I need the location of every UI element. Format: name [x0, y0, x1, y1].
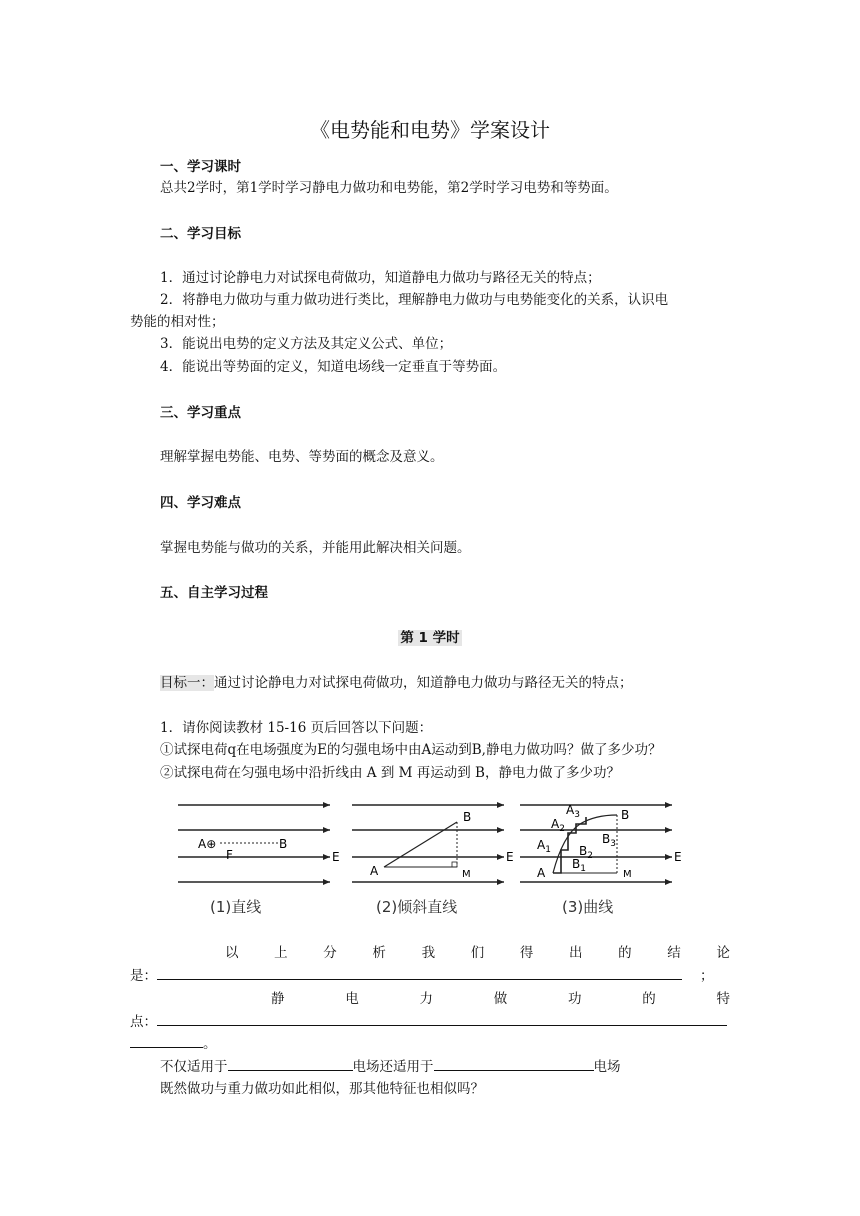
conclusion-prefix: 是： [130, 968, 157, 984]
conclusion-char: 上 [274, 945, 288, 961]
panel3-b1-label: $B_1$ [572, 857, 586, 874]
heading-objectives: 二、学习目标 [160, 226, 241, 242]
difficulties-text: 掌握电势能与做功的关系，并能用此解决相关问题。 [160, 540, 471, 556]
panel2-a-label: A [370, 864, 379, 878]
conclusion-blank[interactable] [157, 966, 682, 980]
conclusion-semicolon: ； [700, 968, 714, 984]
conclusion-char: 的 [618, 945, 632, 961]
panel-straight-line [178, 805, 340, 916]
goal-label: 目标一： [160, 675, 214, 691]
field-blank-1[interactable] [228, 1057, 353, 1071]
panel1-b-label: B [279, 837, 288, 851]
panel3-a3-label: $A_3$ [566, 803, 580, 820]
class-hours-text: 总共2学时，第1学时学习静电力做功和电势能，第2学时学习电势和等势面。 [160, 180, 618, 196]
question-2: ②试探电荷在匀强电场中沿折线由 A 到 M 再运动到 B，静电力做了多少功？ [160, 765, 620, 781]
panel3-b-label: B [621, 808, 630, 822]
final-question: 既然做功与重力做功如此相似，那其他特征也相似吗？ [160, 1081, 484, 1097]
panel3-a-label: A [537, 866, 546, 880]
electric-field-figure [170, 795, 690, 925]
feature-blank-cont[interactable] [130, 1034, 203, 1048]
page-title: 《电势能和电势》学案设计 [310, 118, 550, 142]
conclusion-char: 以 [225, 945, 239, 961]
feature-line-2 [130, 1010, 727, 1030]
feature-char: 做 [493, 991, 508, 1007]
feature-line-3 [130, 1032, 217, 1052]
key-points-text: 理解掌握电势能、电势、等势面的概念及意义。 [160, 449, 444, 465]
heading-self-study: 五、自主学习过程 [160, 585, 268, 601]
objective-2-cont: 势能的相对性； [130, 314, 225, 330]
conclusion-char: 得 [519, 945, 534, 961]
objective-3: 3．能说出电势的定义方法及其定义公式、单位； [160, 336, 453, 352]
question-1: ①试探电荷q在电场强度为E的匀强电场中由A运动到B,静电力做功吗？做了多少功？ [160, 742, 662, 758]
panel-curve [520, 803, 682, 916]
conclusion-char: 分 [323, 945, 337, 961]
feature-prefix: 点： [130, 1014, 157, 1030]
applicability-text-c: 电场 [593, 1059, 621, 1075]
field-blank-2[interactable] [434, 1057, 594, 1071]
conclusion-char: 我 [421, 945, 436, 961]
panel1-e-label: E [332, 850, 340, 864]
heading-difficulties: 四、学习难点 [160, 495, 241, 511]
feature-line-1 [271, 987, 730, 1007]
panel1-charge-label: A⊕ [198, 837, 217, 851]
conclusion-char: 出 [568, 945, 583, 961]
feature-blank[interactable] [157, 1012, 727, 1026]
heading-key-points: 三、学习重点 [160, 405, 241, 421]
conclusion-char: 析 [372, 945, 386, 961]
heading-class-hours: 一、学习课时 [160, 159, 241, 175]
feature-period: 。 [203, 1036, 217, 1052]
objective-1: 1．通过讨论静电力对试探电荷做功，知道静电力做功与路径无关的特点； [160, 270, 601, 286]
panel3-m-label: M [623, 869, 632, 880]
conclusion-char: 论 [716, 945, 730, 961]
panel2-caption: (2)倾斜直线 [376, 898, 458, 916]
feature-char: 功 [568, 991, 582, 1007]
objective-2: 2．将静电力做功与重力做功进行类比，理解静电力做功与电势能变化的关系，认识电 [160, 292, 669, 308]
applicability-text-b: 电场还适用于 [352, 1059, 434, 1075]
feature-char: 电 [345, 991, 359, 1007]
lesson-label: 第 1 学时 [400, 630, 460, 646]
conclusion-line-1 [225, 941, 730, 961]
panel3-e-label: E [674, 850, 682, 864]
panel3-a1-label: $A_1$ [537, 838, 551, 855]
conclusion-char: 们 [470, 945, 485, 961]
feature-char: 力 [419, 991, 433, 1007]
panel3-b3-label: $B_3$ [602, 832, 616, 849]
conclusion-char: 结 [667, 945, 681, 961]
goal-text: 通过讨论静电力对试探电荷做功，知道静电力做功与路径无关的特点； [214, 675, 633, 691]
panel3-a2-label: $A_2$ [551, 817, 565, 834]
feature-char: 的 [642, 991, 656, 1007]
panel3-b2-label: $B_2$ [579, 844, 593, 861]
question-intro: 1．请你阅读教材 15-16 页后回答以下问题： [160, 720, 433, 736]
applicability-text-a: 不仅适用于 [160, 1059, 228, 1075]
panel3-caption: (3)曲线 [562, 898, 614, 916]
applicability-line [160, 1055, 621, 1075]
goal-line [160, 671, 633, 691]
objective-4: 4．能说出等势面的定义，知道电场线一定垂直于等势面。 [160, 359, 507, 375]
panel-inclined-line [352, 805, 514, 916]
panel1-force-label: F [226, 848, 233, 862]
feature-char: 静 [271, 991, 285, 1007]
conclusion-line-2 [130, 964, 714, 984]
panel1-caption: (1)直线 [210, 898, 262, 916]
panel2-b-label: B [463, 810, 472, 824]
panel2-m-label: M [462, 869, 471, 880]
panel2-e-label: E [506, 850, 514, 864]
feature-char: 特 [716, 991, 730, 1007]
